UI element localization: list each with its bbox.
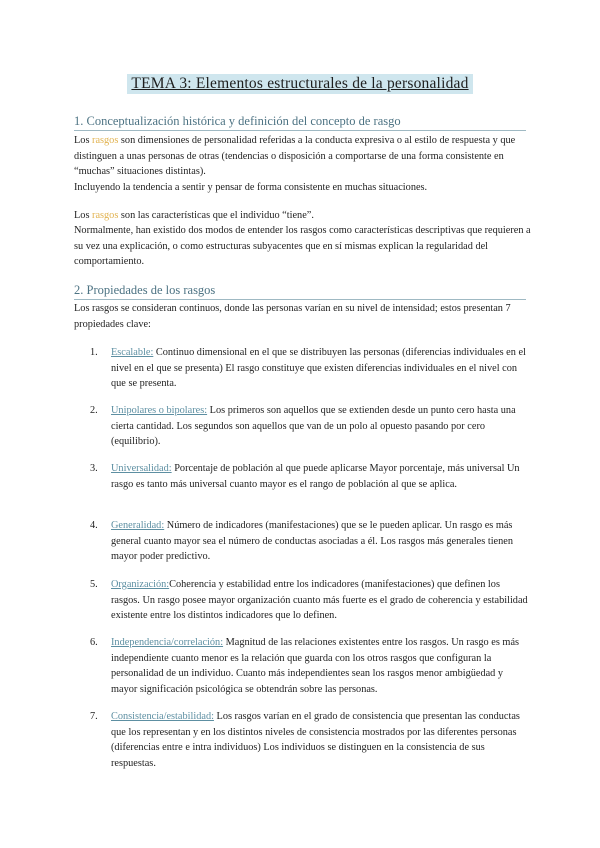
property-description: Coherencia y estabilidad entre los indicadores (manifestaciones) que definen los rasgos. Un rasgo posee mayor organización cuanto más fuerte es el grado de coherencia y estabilidad existente entre los distintos indicadores que lo definen. bbox=[111, 579, 528, 621]
text-fragment: Los bbox=[74, 135, 93, 146]
property-term: Generalidad: bbox=[111, 520, 165, 531]
property-term: Organización: bbox=[111, 579, 170, 590]
list-item-text bbox=[111, 709, 531, 771]
property-description: Magnitud de las relaciones existentes entre los rasgos. Un rasgo es más independiente cuanto menor es la relación que guarda con los otros rasgos que configuran la personalidad de un individuo. Cuanto más independientes sean los rasgos menor ambigüedad y mayor significación psicológica se obtendrán sobre las personas. bbox=[111, 637, 520, 695]
list-item-text bbox=[111, 403, 531, 450]
list-number: 1. bbox=[90, 347, 98, 358]
list-number: 5. bbox=[90, 579, 98, 590]
property-term: Unipolares o bipolares: bbox=[111, 405, 208, 416]
page-title: TEMA 3: Elementos estructurales de la personalidad bbox=[127, 74, 472, 94]
highlight-rasgos: rasgos bbox=[92, 210, 119, 221]
text-fragment: son las características que el individuo “tiene”. bbox=[118, 210, 314, 221]
list-item-text bbox=[111, 461, 531, 492]
section-heading-1: 1. Conceptualización histórica y definición del concepto de rasgo bbox=[74, 114, 526, 131]
paragraph-two-modes: Normalmente, han existido dos modos de entender los rasgos como características descriptivas que requieren a su vez una explicación, o como estructuras subyacentes que en sí mismas explican la regularidad del comportamiento. bbox=[74, 225, 531, 267]
paragraph-characteristics bbox=[74, 208, 534, 224]
text-fragment: son dimensiones de personalidad referidas a la conducta expresiva o al estilo de respuesta y que distinguen a unas personas de otras (tendencias o disposición a comportarse de una forma consistente en “muchas” situaciones distintas). bbox=[74, 135, 516, 177]
property-description: Los rasgos varían en el grado de consistencia que presentan las conductas que los representan y en los distintos niveles de consistencia mostrados por las diferentes personas (diferencias entre e intra individuos) Los individuos se distinguen en la consistencia de sus respuestas. bbox=[111, 711, 520, 769]
paragraph-intro-properties: Los rasgos se consideran continuos, donde las personas varían en su nivel de intensidad; estos presentan 7 propiedades clave: bbox=[74, 303, 511, 330]
property-term: Escalable: bbox=[111, 347, 154, 358]
list-item-text bbox=[111, 345, 531, 392]
paragraph-rasgos-definition bbox=[74, 133, 534, 180]
text-fragment: Los bbox=[74, 210, 93, 221]
paragraph-tendency: Incluyendo la tendencia a sentir y pensar de forma consistente en muchas situaciones. bbox=[74, 182, 428, 193]
property-description: Los primeros son aquellos que se extienden desde un punto cero hasta una cierta cantidad. Los segundos son aquellos que van de un polo al opuesto pasando por cero (equilibrio). bbox=[111, 405, 516, 447]
property-description: Porcentaje de población al que puede aplicarse Mayor porcentaje, más universal Un rasgo es tanto más universal cuanto mayor es el rango de población al que se aplica. bbox=[111, 463, 520, 490]
property-description: Continuo dimensional en el que se distribuyen las personas (diferencias individuales en el nivel en el que se presenta) El rasgo constituye que existen diferencias individuales en el nivel con que se presenta. bbox=[111, 347, 526, 389]
list-item-text bbox=[111, 518, 531, 565]
list-number: 3. bbox=[90, 463, 98, 474]
list-number: 2. bbox=[90, 405, 98, 416]
property-term: Consistencia/estabilidad: bbox=[111, 711, 214, 722]
list-number: 7. bbox=[90, 711, 98, 722]
property-term: Universalidad: bbox=[111, 463, 172, 474]
highlight-rasgos: rasgos bbox=[92, 135, 119, 146]
section-heading-2: 2. Propiedades de los rasgos bbox=[74, 283, 526, 300]
list-item-text bbox=[111, 635, 531, 697]
property-term: Independencia/correlación: bbox=[111, 637, 224, 648]
property-description: Número de indicadores (manifestaciones) que se le pueden aplicar. Un rasgo es más general cuanto mayor sea el número de conductas asociadas a él. Los rasgos más generales tienen mayor poder predictivo. bbox=[111, 520, 513, 562]
list-number: 4. bbox=[90, 520, 98, 531]
list-number: 6. bbox=[90, 637, 98, 648]
title-wrapper bbox=[0, 74, 600, 94]
list-item-text bbox=[111, 577, 531, 624]
